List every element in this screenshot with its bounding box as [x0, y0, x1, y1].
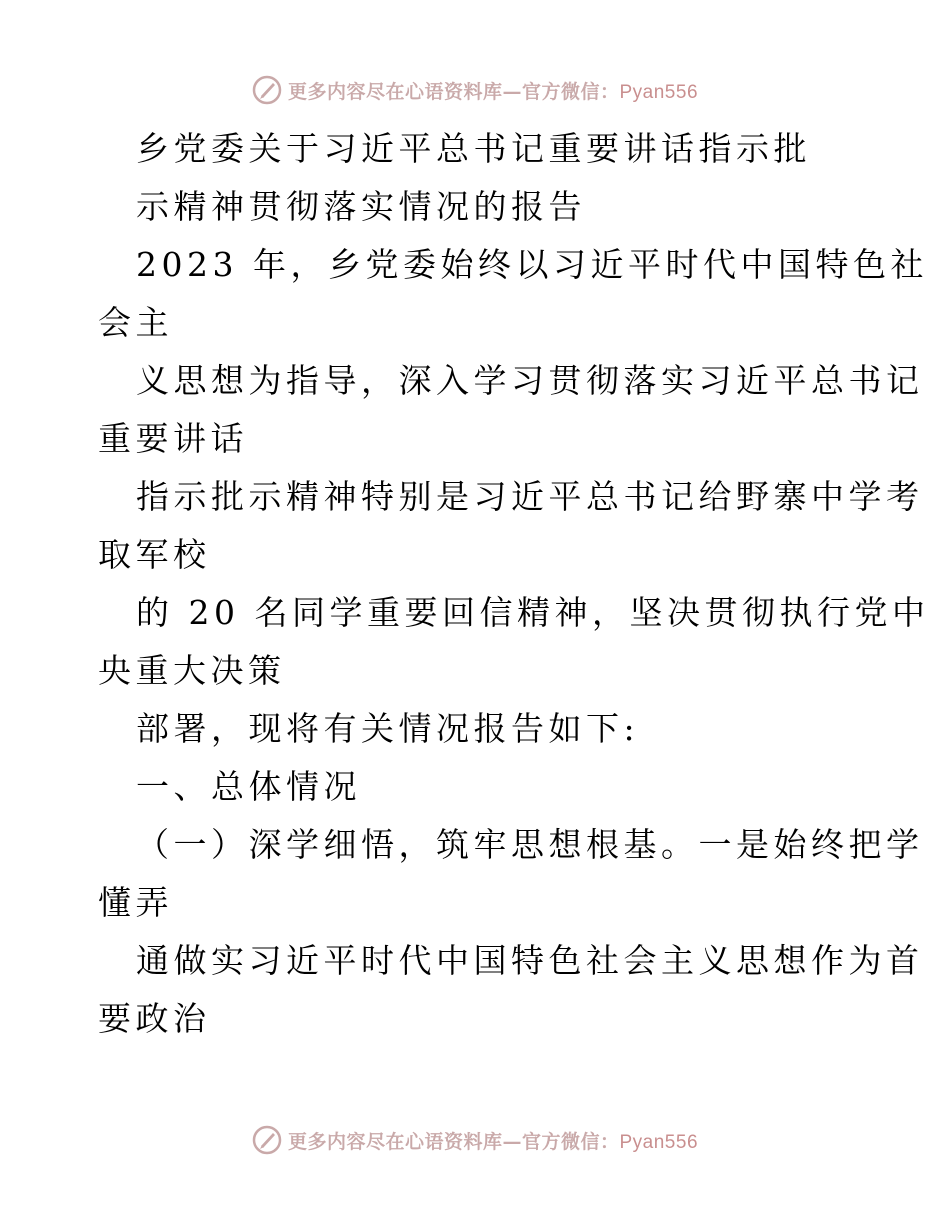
text-line: 示精神贯彻落实情况的报告: [136, 187, 586, 226]
text-line: 一、总体情况: [136, 767, 361, 806]
watermark-footer: [0, 1120, 950, 1160]
watermark-id: Pyan556: [619, 1131, 699, 1153]
text-line: 央重大决策: [98, 651, 286, 690]
text-line: 的 20 名同学重要回信精神，坚决贯彻执行党中: [136, 593, 930, 632]
text-line: 重要讲话: [98, 419, 248, 458]
text-line: 义思想为指导，深入学习贯彻落实习近平总书记: [136, 361, 924, 400]
text-line: 要政治: [98, 999, 211, 1038]
text-line: 懂弄: [98, 883, 173, 922]
text-line: 指示批示精神特别是习近平总书记给野寨中学考: [136, 477, 924, 516]
watermark-header: [0, 70, 950, 110]
text-line: （一）深学细悟，筑牢思想根基。一是始终把学: [136, 825, 924, 864]
text-line: 取军校: [98, 535, 211, 574]
text-line: 会主: [98, 303, 173, 342]
quill-logo-icon: [252, 1125, 282, 1155]
watermark-text: 更多内容尽在心语资料库—官方微信：Pyan556: [287, 80, 699, 103]
watermark-text: 更多内容尽在心语资料库—官方微信：Pyan556: [287, 1130, 699, 1153]
document-body: [98, 120, 930, 1048]
quill-logo-icon: [252, 75, 282, 105]
watermark-id: Pyan556: [619, 81, 699, 103]
text-line: 2023 年，乡党委始终以习近平时代中国特色社: [136, 245, 928, 284]
text-line: 部署，现将有关情况报告如下:: [136, 709, 640, 748]
text-line: 乡党委关于习近平总书记重要讲话指示批: [136, 129, 811, 168]
text-line: 通做实习近平时代中国特色社会主义思想作为首: [136, 941, 924, 980]
